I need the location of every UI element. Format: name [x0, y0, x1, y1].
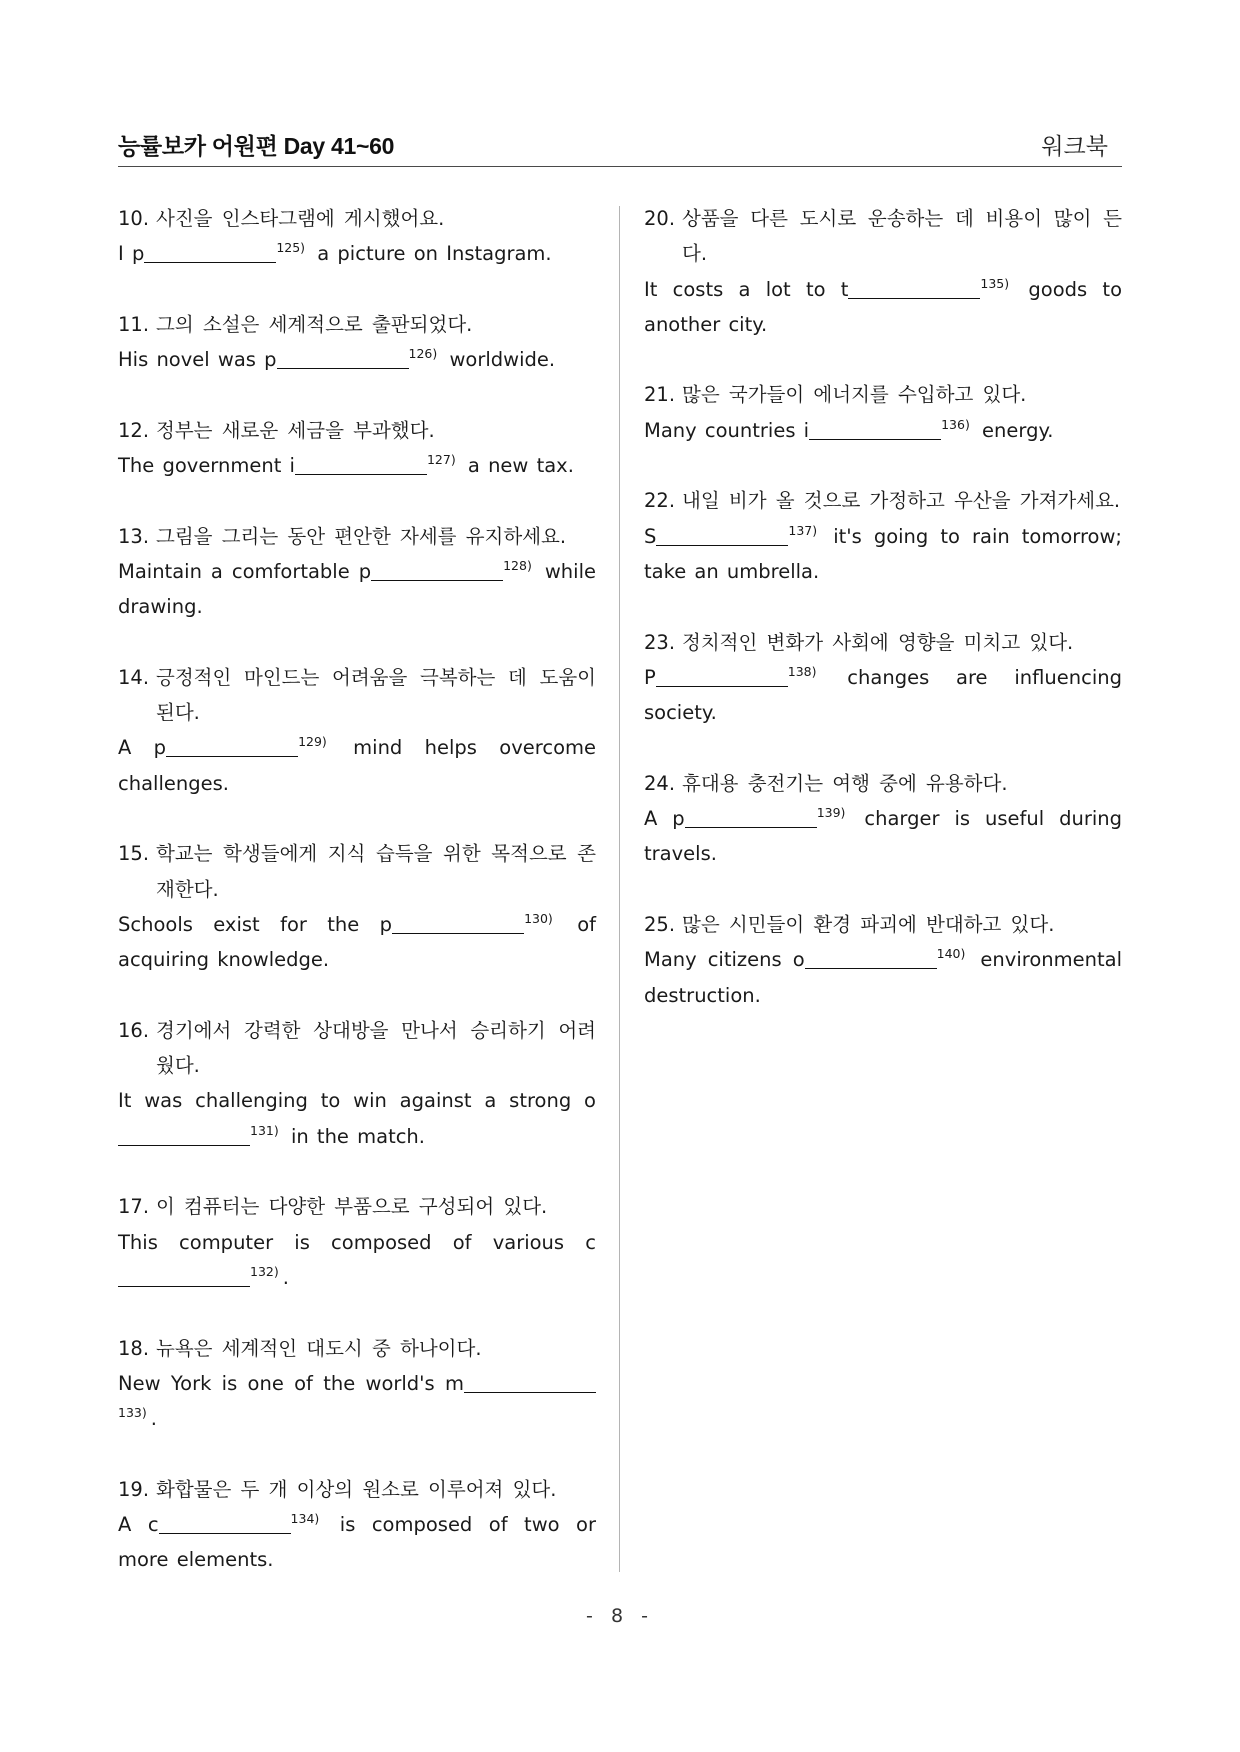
korean-sentence: 정치적인 변화가 사회에 영향을 미치고 있다. — [682, 630, 1074, 654]
fill-in-blank[interactable] — [371, 560, 503, 581]
korean-sentence: 상품을 다른 도시로 운송하는 데 비용이 많이 든다. — [682, 207, 1122, 266]
blank-number: 128) — [503, 557, 532, 573]
question-item — [644, 766, 1122, 872]
question-number: 13. — [118, 524, 150, 548]
blank-number: 129) — [298, 734, 327, 750]
fill-in-blank[interactable] — [848, 278, 980, 299]
question-number: 23. — [644, 630, 676, 654]
question-item — [644, 201, 1122, 342]
sentence-end: energy. — [973, 418, 1054, 442]
english-sentence — [118, 448, 596, 483]
question-number: 12. — [118, 418, 150, 442]
fill-in-blank[interactable] — [166, 736, 298, 757]
column-divider — [619, 206, 620, 1572]
korean-sentence: 화합물은 두 개 이상의 원소로 이루어져 있다. — [156, 1477, 557, 1501]
english-sentence — [644, 660, 1122, 731]
sentence-start: A p — [118, 736, 167, 760]
sentence-start: This computer is composed of various c — [118, 1230, 596, 1254]
korean-sentence: 뉴욕은 세계적인 대도시 중 하나이다. — [156, 1336, 482, 1360]
korean-sentence: 휴대용 충전기는 여행 중에 유용하다. — [682, 771, 1008, 795]
blank-number: 138) — [787, 663, 817, 679]
question-number: 22. — [644, 489, 676, 513]
question-item — [118, 307, 596, 378]
question-item — [118, 1189, 596, 1295]
question-item — [118, 1331, 596, 1437]
sentence-end: . — [150, 1407, 157, 1431]
question-item — [644, 625, 1122, 731]
sentence-start: A p — [644, 807, 685, 831]
english-sentence — [644, 272, 1122, 343]
blank-number: 125) — [276, 240, 306, 256]
question-number: 14. — [118, 665, 150, 689]
blank-number: 135) — [980, 275, 1010, 291]
sentence-start: S — [644, 524, 657, 548]
blank-number: 126) — [408, 346, 438, 362]
question-item — [118, 1472, 596, 1578]
blank-number: 134) — [290, 1510, 320, 1526]
english-sentence — [118, 1366, 596, 1437]
sentence-start: Maintain a comfortable p — [118, 559, 372, 583]
question-item — [644, 377, 1122, 448]
question-number: 11. — [118, 312, 150, 336]
sentence-end: goods to another city. — [644, 277, 1122, 336]
sentence-start: P — [644, 665, 656, 689]
blank-number: 133) — [118, 1405, 147, 1421]
sentence-end: changes are influencing society. — [644, 665, 1122, 725]
question-item — [118, 660, 596, 801]
blank-number: 131) — [250, 1122, 279, 1138]
sentence-end: is composed of two or more elements. — [118, 1512, 597, 1572]
blank-number: 130) — [524, 910, 553, 926]
blank-number: 139) — [816, 805, 846, 821]
sentence-start: It was challenging to win against a strong o — [118, 1089, 596, 1113]
sentence-end: charger is useful during travels. — [644, 807, 1122, 866]
sentence-start: The government i — [118, 454, 295, 478]
question-number: 17. — [118, 1195, 150, 1219]
question-number: 16. — [118, 1018, 150, 1042]
sentence-end: . — [282, 1265, 289, 1289]
question-number: 20. — [644, 207, 676, 230]
korean-sentence: 이 컴퓨터는 다양한 부품으로 구성되어 있다. — [156, 1195, 548, 1219]
question-number: 10. — [118, 207, 150, 230]
korean-sentence: 많은 국가들이 에너지를 수입하고 있다. — [682, 383, 1027, 407]
sentence-start: A c — [118, 1512, 159, 1536]
sentence-end: while drawing. — [118, 559, 596, 619]
fill-in-blank[interactable] — [144, 242, 276, 263]
sentence-start: New York is one of the world's m — [118, 1371, 464, 1395]
english-sentence — [118, 730, 596, 801]
sentence-start: Many countries i — [644, 418, 810, 442]
fill-in-blank[interactable] — [464, 1372, 596, 1393]
fill-in-blank[interactable] — [685, 807, 817, 828]
english-sentence — [644, 413, 1122, 448]
fill-in-blank[interactable] — [656, 525, 788, 546]
workbook-label: 워크북 — [1041, 133, 1108, 159]
question-number: 21. — [644, 383, 676, 407]
english-sentence — [118, 342, 596, 377]
fill-in-blank[interactable] — [118, 1266, 250, 1287]
sentence-start: Schools exist for the p — [118, 912, 393, 936]
question-item — [118, 201, 596, 272]
question-number: 25. — [644, 912, 676, 936]
korean-sentence: 그의 소설은 세계적으로 출판되었다. — [156, 312, 473, 336]
sentence-end: worldwide. — [441, 348, 556, 372]
sentence-end: of acquiring knowledge. — [118, 912, 596, 972]
blank-number: 127) — [426, 452, 456, 468]
workbook-title: 능률보카 어원편 Day 41~60 — [118, 133, 395, 159]
fill-in-blank[interactable] — [392, 913, 524, 934]
english-sentence — [118, 1083, 596, 1154]
korean-sentence: 경기에서 강력한 상대방을 만나서 승리하기 어려웠다. — [156, 1018, 596, 1078]
korean-sentence: 내일 비가 올 것으로 가정하고 우산을 가져가세요. — [682, 489, 1121, 513]
fill-in-blank[interactable] — [118, 1125, 250, 1146]
english-sentence — [118, 554, 596, 625]
question-number: 19. — [118, 1477, 150, 1501]
english-sentence — [118, 236, 596, 271]
question-item — [118, 1013, 596, 1154]
question-item — [118, 413, 596, 484]
question-item — [644, 907, 1122, 1013]
blank-number: 132) — [250, 1263, 279, 1279]
fill-in-blank[interactable] — [295, 454, 427, 475]
english-sentence — [118, 907, 596, 978]
fill-in-blank[interactable] — [277, 348, 409, 369]
korean-sentence: 그림을 그리는 동안 편안한 자세를 유지하세요. — [156, 524, 567, 548]
korean-sentence: 사진을 인스타그램에 게시했어요. — [156, 207, 445, 230]
sentence-end: a new tax. — [459, 454, 574, 478]
english-sentence — [644, 519, 1122, 590]
english-sentence — [644, 942, 1122, 1013]
question-item — [118, 836, 596, 977]
fill-in-blank[interactable] — [159, 1513, 291, 1534]
question-item — [118, 519, 596, 625]
sentence-end: in the match. — [282, 1124, 425, 1148]
korean-sentence: 많은 시민들이 환경 파괴에 반대하고 있다. — [682, 912, 1055, 936]
sentence-end: mind helps overcome challenges. — [118, 736, 596, 795]
left-column — [118, 201, 596, 1613]
english-sentence — [644, 801, 1122, 872]
sentence-start: It costs a lot to t — [644, 277, 849, 301]
question-number: 24. — [644, 771, 676, 795]
korean-sentence: 긍정적인 마인드는 어려움을 극복하는 데 도움이 된다. — [156, 665, 596, 725]
blank-number: 137) — [788, 522, 818, 538]
right-column — [644, 201, 1122, 1048]
question-item — [644, 483, 1122, 589]
english-sentence — [118, 1507, 596, 1578]
sentence-start: I p — [118, 242, 145, 266]
page-number: - 8 - — [586, 1605, 654, 1627]
korean-sentence: 학교는 학생들에게 지식 습득을 위한 목적으로 존재한다. — [156, 842, 596, 901]
fill-in-blank[interactable] — [656, 666, 788, 687]
korean-sentence: 정부는 새로운 세금을 부과했다. — [156, 418, 435, 442]
sentence-start: His novel was p — [118, 348, 277, 372]
page-header — [118, 124, 1122, 167]
sentence-end: environmental destruction. — [644, 948, 1122, 1007]
blank-number: 136) — [941, 416, 970, 432]
sentence-start: Many citizens o — [644, 948, 805, 972]
blank-number: 140) — [936, 946, 966, 962]
sentence-end: it's going to rain tomorrow; take an umbrella. — [644, 524, 1122, 583]
sentence-end: a picture on Instagram. — [309, 242, 552, 266]
english-sentence — [118, 1225, 596, 1296]
fill-in-blank[interactable] — [805, 948, 937, 969]
question-number: 15. — [118, 842, 150, 866]
fill-in-blank[interactable] — [809, 419, 941, 440]
question-number: 18. — [118, 1336, 150, 1360]
